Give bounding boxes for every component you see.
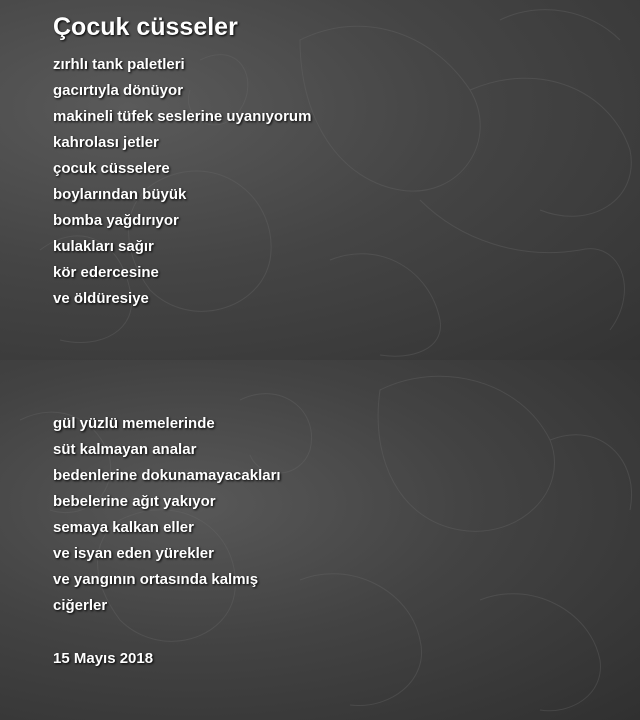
poem-line: süt kalmayan analar <box>53 441 197 458</box>
poem-line: semaya kalkan eller <box>53 519 194 536</box>
poem-line: çocuk cüsselere <box>53 160 170 177</box>
poem-line: kahrolası jetler <box>53 134 159 151</box>
poem-line: bebelerine ağıt yakıyor <box>53 493 216 510</box>
poem-date: 15 Mayıs 2018 <box>53 650 154 667</box>
poem-line: ciğerler <box>53 597 108 614</box>
poem-line: kör edercesine <box>53 264 159 281</box>
stanza-1 <box>53 52 311 312</box>
poem-line: bedenlerine dokunamayacakları <box>53 467 281 484</box>
poem-title: Çocuk cüsseler <box>53 13 238 41</box>
poem-line: makineli tüfek seslerine uyanıyorum <box>53 108 312 125</box>
stanza-2 <box>53 411 281 619</box>
poem-line: kulakları sağır <box>53 238 154 255</box>
poem-line: ve yangının ortasında kalmış <box>53 571 259 588</box>
poem-line: ve öldüresiye <box>53 290 149 307</box>
poem-line: boylarından büyük <box>53 186 187 203</box>
poem-line: zırhlı tank paletleri <box>53 56 185 73</box>
poem-line: gacırtıyla dönüyor <box>53 82 184 99</box>
poem-line: bomba yağdırıyor <box>53 212 179 229</box>
poem-line: ve isyan eden yürekler <box>53 545 214 562</box>
poem-line: gül yüzlü memelerinde <box>53 415 215 432</box>
